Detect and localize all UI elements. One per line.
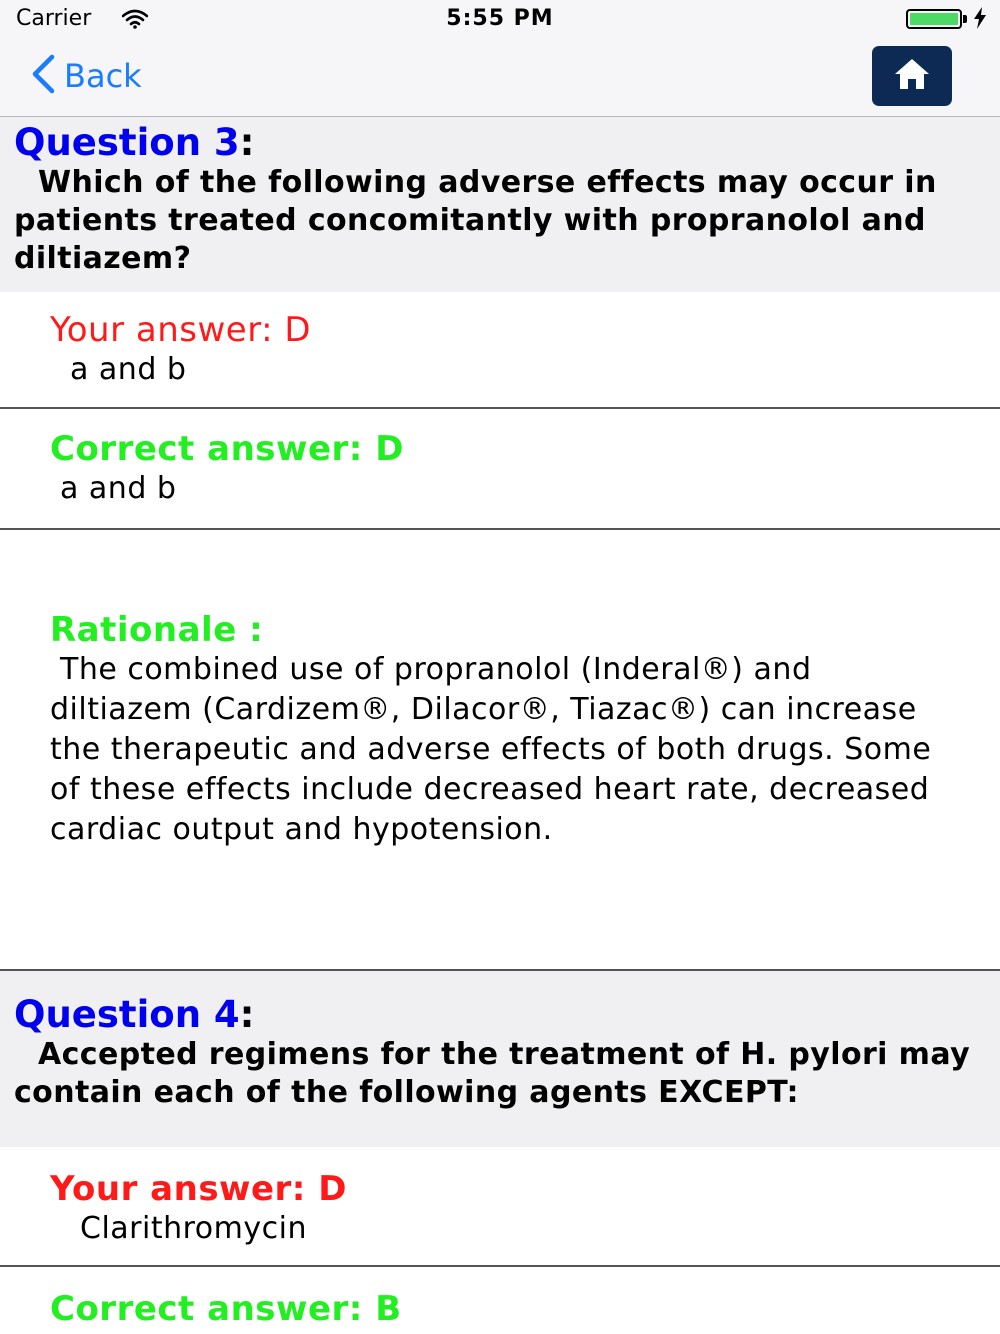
question-text-content: Which of the following adverse effects may occur in patients treated concomitantly with propranolol and diltiazem? — [14, 165, 937, 276]
rationale-text — [50, 650, 950, 850]
correct-answer-text: a and b — [60, 471, 177, 506]
correct-answer-label: Correct answer: B — [50, 1289, 402, 1329]
back-button[interactable] — [30, 54, 142, 98]
your-answer-text: Clarithromycin — [80, 1211, 307, 1246]
status-time: 5:55 PM — [446, 6, 554, 31]
carrier-label: Carrier — [16, 6, 92, 31]
question-colon: : — [239, 993, 255, 1036]
question-text — [14, 1036, 986, 1112]
question-title — [14, 993, 986, 1036]
your-answer-label: Your answer: D — [50, 1169, 347, 1209]
correct-answer-block — [0, 409, 1000, 530]
rationale-label: Rationale : — [50, 610, 264, 650]
correct-answer-label: Correct answer: D — [50, 429, 404, 469]
your-answer-label: Your answer: D — [50, 310, 312, 350]
your-answer-block — [0, 1147, 1000, 1267]
navigation-bar — [0, 38, 1000, 117]
question-label: Question 3 — [14, 121, 240, 164]
rationale-text-content: The combined use of propranolol (Inderal®) and diltiazem (Cardizem®, Dilacor®, Tiazac®) can increase the therapeutic and adverse effects of both drugs. Some of these effects include decreased heart rate, decreased cardiac output and hypotension. — [50, 652, 932, 847]
your-answer-block — [0, 292, 1000, 409]
your-answer-text: a and b — [70, 352, 187, 387]
battery-cap — [963, 15, 967, 23]
question-text-content: Accepted regimens for the treatment of H. pylori may contain each of the following agents EXCEPT: — [14, 1037, 971, 1110]
rationale-block — [0, 530, 1000, 971]
question-label: Question 4 — [14, 993, 240, 1036]
question-title — [14, 121, 986, 164]
home-icon — [893, 57, 931, 95]
home-button[interactable] — [872, 46, 952, 106]
results-list[interactable] — [0, 117, 1000, 1334]
back-label: Back — [64, 57, 142, 95]
battery-level — [910, 13, 958, 25]
chevron-left-icon — [30, 54, 56, 98]
battery-icon — [906, 9, 962, 29]
question-colon: : — [239, 121, 255, 164]
question-header — [0, 117, 1000, 292]
question-header — [0, 971, 1000, 1147]
correct-answer-block — [0, 1267, 1000, 1334]
status-bar — [0, 0, 1000, 38]
question-text — [14, 164, 986, 278]
bolt-icon — [974, 7, 986, 34]
